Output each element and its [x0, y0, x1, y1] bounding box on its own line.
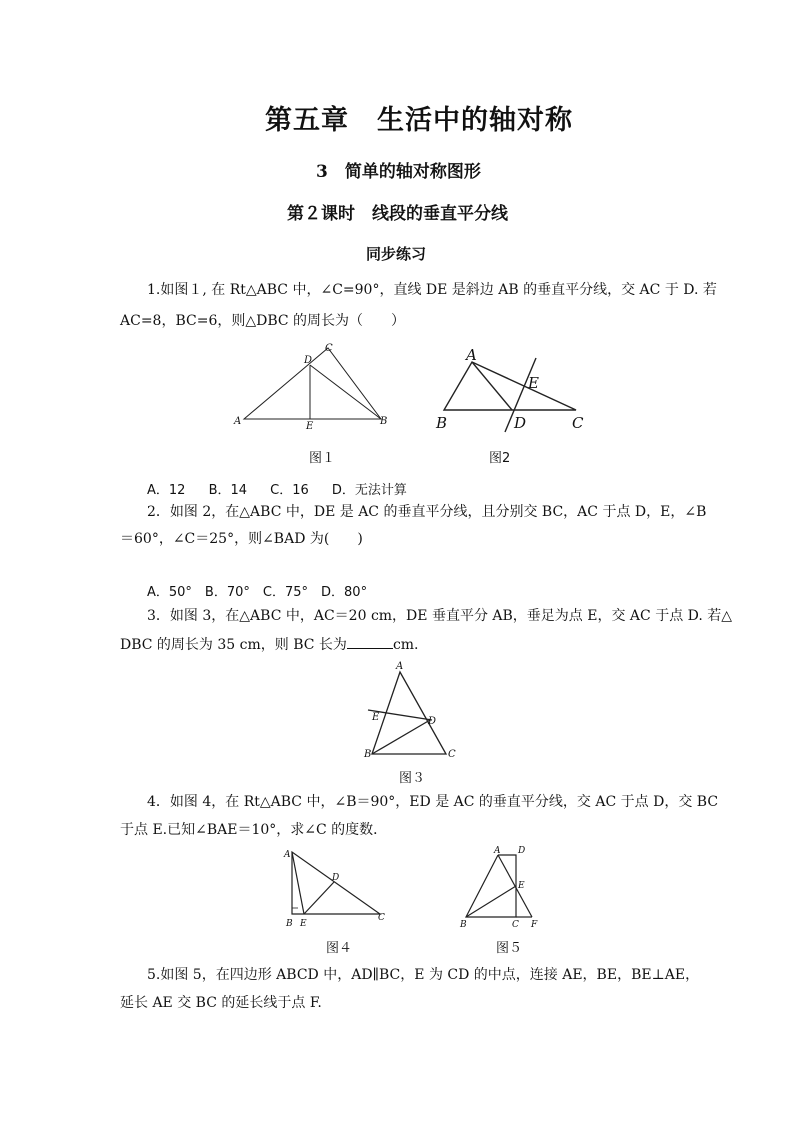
fig3-label-a: A: [396, 661, 404, 672]
fig5-caption: 图５: [496, 941, 523, 956]
fig3-line-bd: [372, 720, 430, 754]
fig4-label-b: B: [286, 919, 293, 929]
figure-2: [432, 342, 592, 432]
q2-line2: ＝60°，∠C＝25°，则∠BAD 为( ): [120, 531, 363, 547]
fig1-label-a: A: [234, 416, 242, 427]
fig5-quad-abcd: [466, 855, 516, 917]
fig4-triangle-abc: [292, 852, 380, 914]
q1-options: A．12 B．14 C．16 D．无法计算: [147, 483, 407, 498]
fig2-caption: 图2: [489, 451, 511, 466]
fig3-caption: 图３: [399, 771, 426, 786]
q3-line2-unit: cm.: [392, 637, 419, 653]
q2-options: A．50° B．70° C．75° D．80°: [147, 585, 368, 600]
q5-line2: 延长 AE 交 BC 的延长线于点 F.: [120, 995, 322, 1011]
fig5-label-f: F: [531, 920, 538, 930]
q4-line1: 4．如图 4，在 Rt△ABC 中，∠B＝90°，ED 是 AC 的垂直平分线，交 AC 于点 D，交 BC: [147, 794, 719, 810]
fig3-label-e: E: [372, 712, 380, 723]
fig2-label-a: A: [466, 346, 477, 364]
chapter-title: 第五章 生活中的轴对称: [265, 105, 573, 136]
fig2-label-b: B: [436, 414, 448, 432]
fig1-label-e: E: [306, 421, 314, 432]
fig1-label-b: B: [380, 416, 388, 427]
q2-line1: 2．如图 2，在△ABC 中，DE 是 AC 的垂直平分线，且分别交 BC，AC 于点 D，E，∠B: [147, 504, 707, 520]
fig5-label-a: A: [494, 846, 501, 856]
q5-line1: 5.如图 5，在四边形 ABCD 中，AD∥BC，E 为 CD 的中点，连接 AE，BE，BE⊥AE，: [147, 967, 700, 983]
fig5-label-d: D: [518, 846, 526, 856]
fig2-label-d: D: [514, 414, 527, 432]
figure-1: [232, 342, 392, 432]
lesson-title: 3 简单的轴对称图形: [316, 162, 481, 182]
fig4-caption: 图４: [326, 941, 353, 956]
fig5-label-e: E: [518, 881, 525, 891]
figure-5: [458, 846, 548, 928]
fig5-label-b: B: [460, 920, 467, 930]
fig1-label-d: D: [304, 355, 313, 366]
fig1-line-db: [310, 365, 381, 419]
fig3-label-c: C: [448, 749, 456, 760]
fig1-triangle-abc: [244, 348, 381, 419]
q1-line1: 1.如图１, 在 Rt△ABC 中，∠C=90°，直线 DE 是斜边 AB 的垂直平分线，交 AC 于 D. 若: [147, 282, 717, 298]
period-title: 第２课时 线段的垂直平分线: [287, 204, 508, 224]
figure-3: [362, 658, 462, 758]
q4-line2: 于点 E.已知∠BAE＝10°，求∠C 的度数．: [120, 822, 388, 838]
fig4-label-e: E: [300, 919, 307, 929]
fig1-caption: 图１: [309, 451, 336, 466]
q3-line2-text: DBC 的周长为 35 cm，则 BC 长为: [120, 637, 347, 653]
fig4-line-ae: [292, 852, 304, 914]
q1-line2: AC=8，BC=6，则△DBC 的周长为（ ）: [120, 313, 406, 329]
q3-line1: 3．如图 3，在△ABC 中，AC＝20 cm，DE 垂直平分 AB，垂足为点 E，交 AC 于点 D. 若△: [147, 608, 733, 624]
fig4-label-d: D: [332, 873, 340, 883]
fig3-label-b: B: [364, 749, 372, 760]
fig2-label-e: E: [528, 374, 539, 392]
fig3-label-d: D: [428, 716, 437, 727]
fig4-label-c: C: [378, 913, 385, 923]
fig4-label-a: A: [284, 850, 291, 860]
fig2-line-ad: [472, 362, 512, 410]
section-heading: 同步练习: [366, 245, 427, 263]
fig5-label-c: C: [512, 920, 519, 930]
q3-answer-blank[interactable]: [347, 636, 393, 649]
fig1-label-c: C: [325, 343, 333, 354]
fig2-triangle-abc: [444, 362, 576, 410]
q3-line2: [120, 636, 419, 654]
figure-4: [282, 846, 392, 928]
fig2-label-c: C: [572, 414, 584, 432]
fig4-line-ed: [304, 882, 334, 914]
